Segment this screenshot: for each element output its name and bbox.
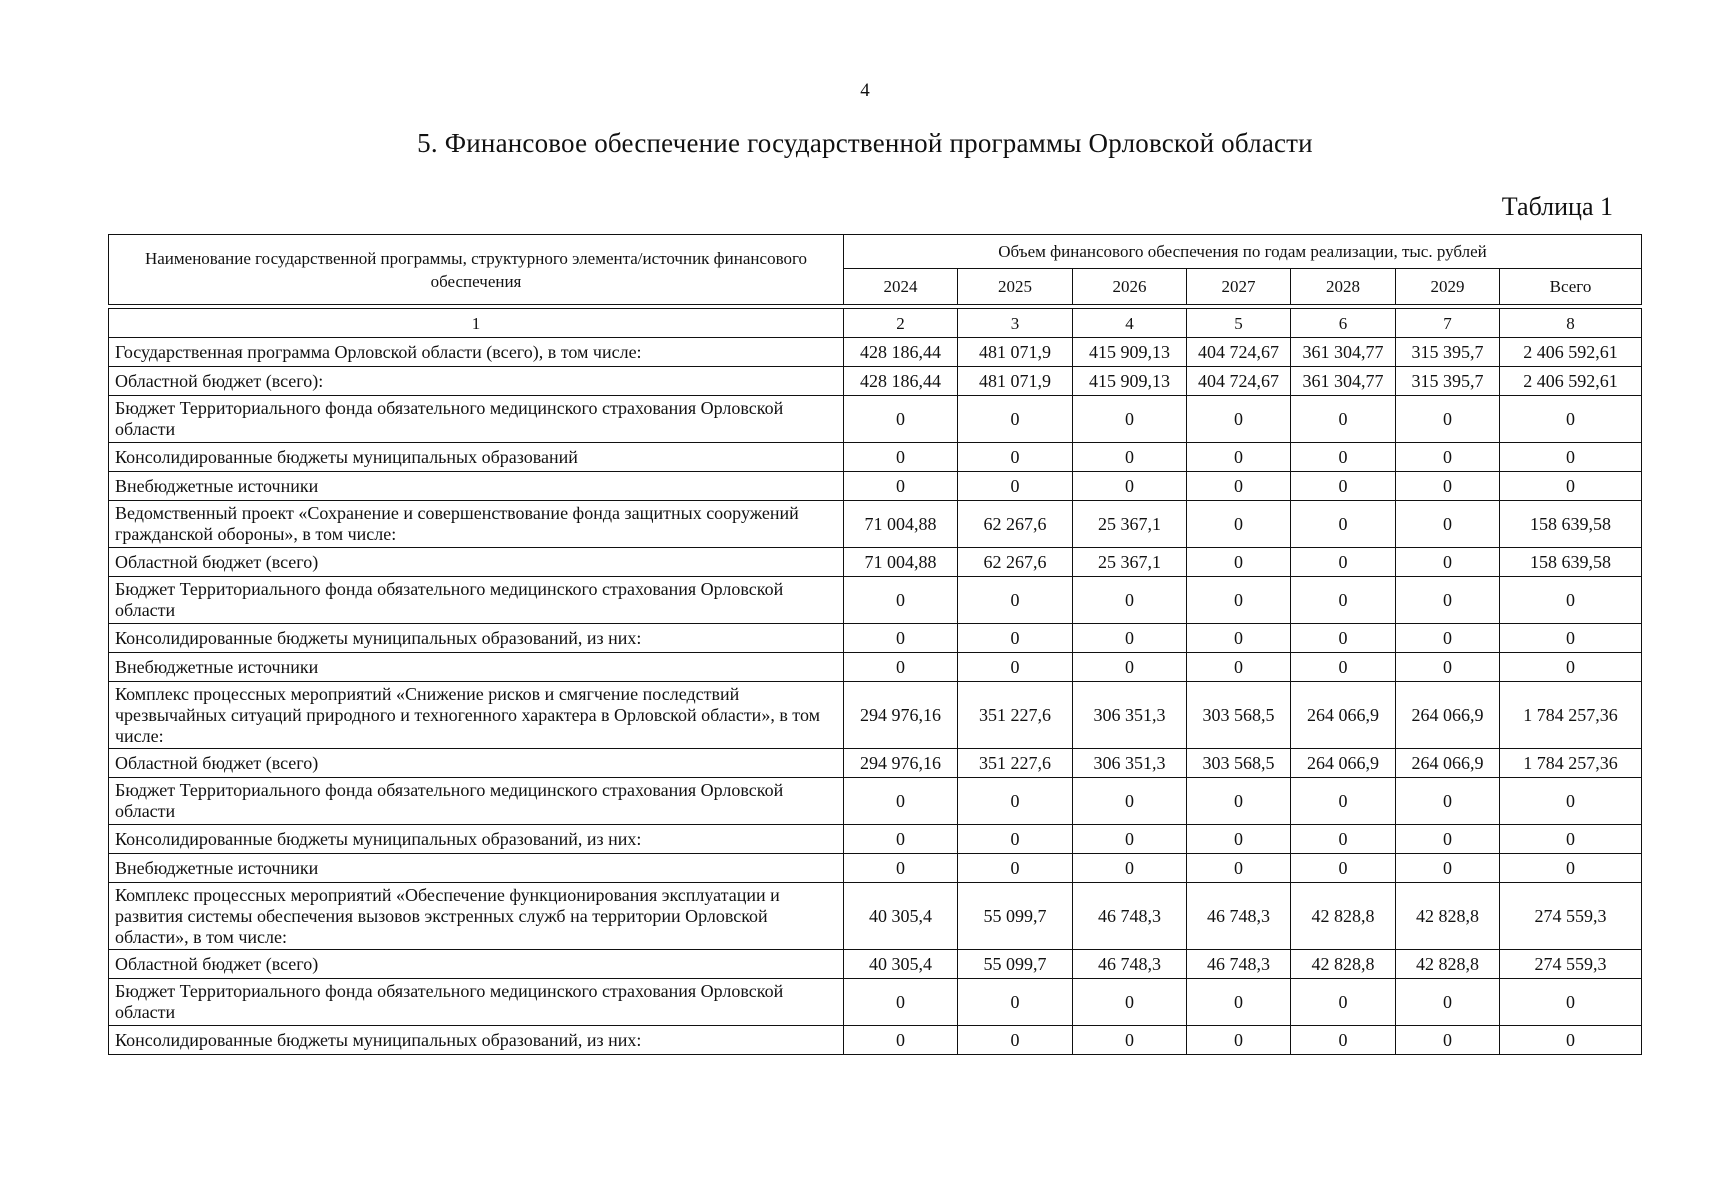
row-total-value: 2 406 592,61 <box>1500 338 1642 367</box>
header-name-column: Наименование государственной программы, структурного элемента/источник финансового обеспечения <box>109 235 844 305</box>
row-year-value: 306 351,3 <box>1073 749 1187 778</box>
row-name: Областной бюджет (всего) <box>109 548 844 577</box>
row-year-value: 0 <box>1291 472 1396 501</box>
row-year-value: 315 395,7 <box>1396 338 1500 367</box>
row-year-value: 0 <box>1291 548 1396 577</box>
row-name: Бюджет Территориального фонда обязательного медицинского страхования Орловской области <box>109 577 844 624</box>
financing-table <box>108 234 1642 1055</box>
row-year-value: 71 004,88 <box>844 548 958 577</box>
row-year-value: 42 828,8 <box>1291 883 1396 950</box>
row-year-value: 0 <box>1291 825 1396 854</box>
table-row <box>109 778 1642 825</box>
row-year-value: 0 <box>1187 825 1291 854</box>
row-name: Консолидированные бюджеты муниципальных образований, из них: <box>109 1026 844 1055</box>
row-year-value: 264 066,9 <box>1396 749 1500 778</box>
row-year-value: 0 <box>1187 778 1291 825</box>
header-year: 2028 <box>1291 269 1396 305</box>
row-year-value: 481 071,9 <box>958 338 1073 367</box>
row-year-value: 0 <box>1396 472 1500 501</box>
row-name: Консолидированные бюджеты муниципальных образований, из них: <box>109 624 844 653</box>
row-year-value: 0 <box>1073 825 1187 854</box>
page-number: 4 <box>860 80 870 101</box>
row-year-value: 481 071,9 <box>958 367 1073 396</box>
row-year-value: 0 <box>958 472 1073 501</box>
row-total-value: 0 <box>1500 854 1642 883</box>
row-year-value: 0 <box>1073 396 1187 443</box>
row-year-value: 0 <box>1396 396 1500 443</box>
row-total-value: 158 639,58 <box>1500 501 1642 548</box>
row-name: Бюджет Территориального фонда обязательного медицинского страхования Орловской области <box>109 778 844 825</box>
row-year-value: 0 <box>844 396 958 443</box>
row-year-value: 0 <box>1073 1026 1187 1055</box>
row-year-value: 0 <box>958 443 1073 472</box>
row-year-value: 0 <box>1396 548 1500 577</box>
row-year-value: 0 <box>1073 443 1187 472</box>
row-year-value: 0 <box>1187 577 1291 624</box>
row-year-value: 0 <box>1396 778 1500 825</box>
row-year-value: 0 <box>1291 396 1396 443</box>
table-row <box>109 396 1642 443</box>
row-year-value: 0 <box>1073 778 1187 825</box>
row-total-value: 0 <box>1500 472 1642 501</box>
table-row <box>109 1026 1642 1055</box>
table-label: Таблица 1 <box>1501 192 1613 221</box>
table-row <box>109 749 1642 778</box>
row-year-value: 0 <box>1291 854 1396 883</box>
row-year-value: 46 748,3 <box>1187 883 1291 950</box>
row-year-value: 294 976,16 <box>844 682 958 749</box>
row-year-value: 351 227,6 <box>958 682 1073 749</box>
row-year-value: 0 <box>1291 778 1396 825</box>
row-year-value: 0 <box>844 653 958 682</box>
row-year-value: 0 <box>844 577 958 624</box>
row-year-value: 55 099,7 <box>958 950 1073 979</box>
column-number: 7 <box>1396 309 1500 338</box>
row-year-value: 0 <box>1396 979 1500 1026</box>
row-year-value: 0 <box>1187 501 1291 548</box>
header-year: 2029 <box>1396 269 1500 305</box>
row-year-value: 0 <box>1187 653 1291 682</box>
row-name: Государственная программа Орловской области (всего), в том числе: <box>109 338 844 367</box>
row-year-value: 0 <box>844 979 958 1026</box>
column-number: 1 <box>109 309 844 338</box>
row-year-value: 264 066,9 <box>1396 682 1500 749</box>
table-row <box>109 854 1642 883</box>
row-year-value: 46 748,3 <box>1073 950 1187 979</box>
row-year-value: 25 367,1 <box>1073 548 1187 577</box>
table-row <box>109 367 1642 396</box>
header-total: Всего <box>1500 269 1642 305</box>
table-row <box>109 577 1642 624</box>
header-funding-group: Объем финансового обеспечения по годам реализации, тыс. рублей <box>844 235 1642 269</box>
row-year-value: 40 305,4 <box>844 883 958 950</box>
row-name: Внебюджетные источники <box>109 653 844 682</box>
row-year-value: 46 748,3 <box>1073 883 1187 950</box>
row-year-value: 0 <box>1396 577 1500 624</box>
row-name: Внебюджетные источники <box>109 854 844 883</box>
row-name: Бюджет Территориального фонда обязательного медицинского страхования Орловской области <box>109 396 844 443</box>
row-year-value: 303 568,5 <box>1187 682 1291 749</box>
row-year-value: 0 <box>844 854 958 883</box>
row-year-value: 294 976,16 <box>844 749 958 778</box>
row-year-value: 404 724,67 <box>1187 338 1291 367</box>
row-total-value: 0 <box>1500 396 1642 443</box>
table-row <box>109 624 1642 653</box>
row-year-value: 404 724,67 <box>1187 367 1291 396</box>
row-year-value: 40 305,4 <box>844 950 958 979</box>
row-year-value: 351 227,6 <box>958 749 1073 778</box>
row-year-value: 415 909,13 <box>1073 367 1187 396</box>
column-number: 3 <box>958 309 1073 338</box>
column-number: 5 <box>1187 309 1291 338</box>
row-year-value: 0 <box>958 979 1073 1026</box>
column-number: 6 <box>1291 309 1396 338</box>
row-total-value: 0 <box>1500 979 1642 1026</box>
row-year-value: 71 004,88 <box>844 501 958 548</box>
row-total-value: 274 559,3 <box>1500 950 1642 979</box>
row-total-value: 0 <box>1500 624 1642 653</box>
column-number-row <box>109 309 1642 338</box>
row-year-value: 315 395,7 <box>1396 367 1500 396</box>
header-year: 2025 <box>958 269 1073 305</box>
row-total-value: 0 <box>1500 443 1642 472</box>
row-year-value: 0 <box>958 396 1073 443</box>
row-year-value: 62 267,6 <box>958 548 1073 577</box>
row-total-value: 158 639,58 <box>1500 548 1642 577</box>
row-year-value: 0 <box>1187 472 1291 501</box>
row-name: Внебюджетные источники <box>109 472 844 501</box>
row-year-value: 42 828,8 <box>1396 883 1500 950</box>
row-year-value: 42 828,8 <box>1291 950 1396 979</box>
header-year: 2027 <box>1187 269 1291 305</box>
row-year-value: 0 <box>1396 624 1500 653</box>
table-row <box>109 825 1642 854</box>
row-year-value: 0 <box>958 825 1073 854</box>
row-total-value: 0 <box>1500 577 1642 624</box>
row-year-value: 0 <box>1187 1026 1291 1055</box>
row-year-value: 0 <box>1073 854 1187 883</box>
row-year-value: 0 <box>1187 979 1291 1026</box>
row-year-value: 55 099,7 <box>958 883 1073 950</box>
row-year-value: 0 <box>844 825 958 854</box>
row-year-value: 0 <box>844 443 958 472</box>
table-row <box>109 682 1642 749</box>
row-name: Областной бюджет (всего) <box>109 950 844 979</box>
row-year-value: 428 186,44 <box>844 338 958 367</box>
row-name: Комплекс процессных мероприятий «Снижение рисков и смягчение последствий чрезвычайных ситуаций природного и техногенного характера в Орловской области», в том числе: <box>109 682 844 749</box>
row-name: Ведомственный проект «Сохранение и совершенствование фонда защитных сооружений гражданской обороны», в том числе: <box>109 501 844 548</box>
table-row <box>109 883 1642 950</box>
row-year-value: 361 304,77 <box>1291 367 1396 396</box>
row-year-value: 303 568,5 <box>1187 749 1291 778</box>
row-name: Бюджет Территориального фонда обязательного медицинского страхования Орловской области <box>109 979 844 1026</box>
row-year-value: 264 066,9 <box>1291 749 1396 778</box>
table-row <box>109 338 1642 367</box>
table-row <box>109 979 1642 1026</box>
row-name: Консолидированные бюджеты муниципальных образований <box>109 443 844 472</box>
row-year-value: 0 <box>1291 577 1396 624</box>
row-year-value: 0 <box>1396 443 1500 472</box>
table-row <box>109 950 1642 979</box>
row-year-value: 0 <box>1291 443 1396 472</box>
row-year-value: 0 <box>1291 501 1396 548</box>
row-name: Областной бюджет (всего): <box>109 367 844 396</box>
table-row <box>109 653 1642 682</box>
row-year-value: 264 066,9 <box>1291 682 1396 749</box>
row-year-value: 0 <box>1396 653 1500 682</box>
row-year-value: 0 <box>1291 979 1396 1026</box>
row-year-value: 0 <box>958 1026 1073 1055</box>
row-year-value: 361 304,77 <box>1291 338 1396 367</box>
row-year-value: 0 <box>1073 624 1187 653</box>
row-year-value: 0 <box>1396 1026 1500 1055</box>
row-year-value: 0 <box>1396 501 1500 548</box>
row-name: Областной бюджет (всего) <box>109 749 844 778</box>
row-total-value: 1 784 257,36 <box>1500 749 1642 778</box>
row-year-value: 0 <box>1291 653 1396 682</box>
row-total-value: 0 <box>1500 1026 1642 1055</box>
row-name: Консолидированные бюджеты муниципальных образований, из них: <box>109 825 844 854</box>
row-year-value: 0 <box>958 854 1073 883</box>
row-total-value: 0 <box>1500 653 1642 682</box>
row-year-value: 306 351,3 <box>1073 682 1187 749</box>
row-year-value: 25 367,1 <box>1073 501 1187 548</box>
row-year-value: 0 <box>844 1026 958 1055</box>
row-year-value: 62 267,6 <box>958 501 1073 548</box>
table-row <box>109 501 1642 548</box>
row-year-value: 0 <box>1396 825 1500 854</box>
row-year-value: 0 <box>1396 854 1500 883</box>
row-year-value: 428 186,44 <box>844 367 958 396</box>
table-body <box>109 338 1642 1055</box>
row-year-value: 0 <box>1291 624 1396 653</box>
row-total-value: 2 406 592,61 <box>1500 367 1642 396</box>
table-row <box>109 472 1642 501</box>
row-year-value: 0 <box>958 624 1073 653</box>
row-year-value: 0 <box>958 577 1073 624</box>
row-year-value: 0 <box>1073 979 1187 1026</box>
row-year-value: 0 <box>1187 548 1291 577</box>
table-row <box>109 548 1642 577</box>
row-year-value: 42 828,8 <box>1396 950 1500 979</box>
row-year-value: 0 <box>1073 577 1187 624</box>
header-year: 2026 <box>1073 269 1187 305</box>
row-name: Комплекс процессных мероприятий «Обеспечение функционирования эксплуатации и развития системы обеспечения вызовов экстренных служб на территории Орловской области», в том числе: <box>109 883 844 950</box>
row-year-value: 0 <box>1073 472 1187 501</box>
row-year-value: 0 <box>1187 854 1291 883</box>
row-year-value: 0 <box>1187 443 1291 472</box>
column-number: 4 <box>1073 309 1187 338</box>
row-year-value: 0 <box>1291 1026 1396 1055</box>
row-total-value: 0 <box>1500 825 1642 854</box>
row-year-value: 0 <box>1073 653 1187 682</box>
column-number: 2 <box>844 309 958 338</box>
row-total-value: 0 <box>1500 778 1642 825</box>
row-year-value: 46 748,3 <box>1187 950 1291 979</box>
page-title: 5. Финансовое обеспечение государственной программы Орловской области <box>417 128 1313 158</box>
row-year-value: 0 <box>844 624 958 653</box>
row-year-value: 0 <box>958 653 1073 682</box>
row-year-value: 0 <box>1187 624 1291 653</box>
row-year-value: 0 <box>844 778 958 825</box>
row-total-value: 1 784 257,36 <box>1500 682 1642 749</box>
column-number: 8 <box>1500 309 1642 338</box>
row-total-value: 274 559,3 <box>1500 883 1642 950</box>
row-year-value: 0 <box>1187 396 1291 443</box>
row-year-value: 0 <box>844 472 958 501</box>
header-year: 2024 <box>844 269 958 305</box>
row-year-value: 0 <box>958 778 1073 825</box>
table-row <box>109 443 1642 472</box>
row-year-value: 415 909,13 <box>1073 338 1187 367</box>
